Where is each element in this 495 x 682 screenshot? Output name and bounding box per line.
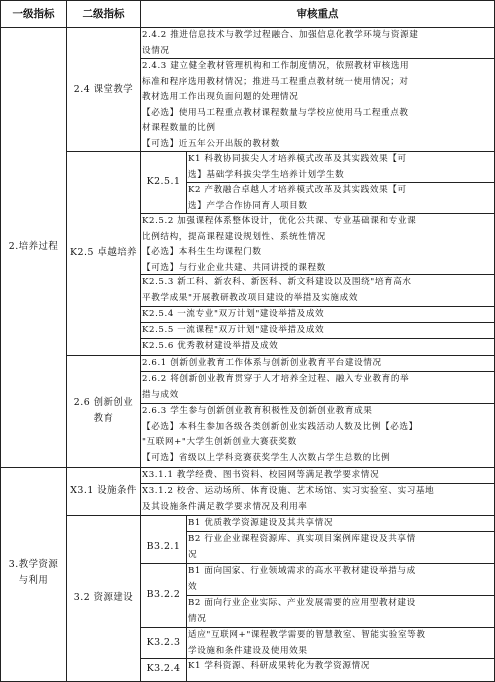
text-line: X3.1.2 校舍、运动场所、体育设施、艺术场馆、实习实验室、实习基地 <box>142 486 435 496</box>
text-line: 适应"互联网+"课程教学需要的智慧教室、智能实验室等教 <box>188 630 426 640</box>
row-x3-1-1: X3.1.1 教学经费、图书资料、校园网等满足教学要求情况 <box>142 470 380 480</box>
row-k2-5-6: K2.5.6 优秀教材建设举措及成效 <box>142 341 279 351</box>
row-k2-5-2 <box>142 214 494 276</box>
text-line: 况 <box>188 549 198 560</box>
level2-resource-building: 3.2 资源建设 <box>73 592 134 603</box>
sub-label-b3-2-1: B3.2.1 <box>146 541 181 552</box>
text-line: K2.5.3 新工科、新农科、新医科、新文科建设以及围绕"培育高水 <box>142 277 412 287</box>
text-line: 措与成效 <box>142 389 179 400</box>
rule-col1 <box>66 0 67 682</box>
text-line: 【可选】省级以上学科竞赛获奖学生人次数占学生总数的比例 <box>142 452 391 463</box>
row-k2-5-4: K2.5.4 一流专业"双万计划"建设举措及成效 <box>142 309 325 319</box>
text-line: B2 面向行业企业实际、产业发展需要的应用型教材建设 <box>188 598 416 608</box>
sub-label-k2-5-1: K2.5.1 <box>146 176 181 187</box>
row-2-6-1: 2.6.1 创新创业教育工作体系与创新创业教育平台建设情况 <box>142 358 382 368</box>
text-line: 教材选用工作出现负面问题的处理情况 <box>142 92 299 102</box>
text-line: "互联网+"大学生创新创业大赛获奖数 <box>142 437 297 447</box>
level1-label-line: 3.教学资源 <box>8 559 59 570</box>
level2-classroom-teaching: 2.4 课堂教学 <box>73 84 134 95</box>
row-b3-2-2-b1 <box>188 564 494 595</box>
text-line: 比例结构，提高课程建设规划性、系统性情况 <box>142 231 326 242</box>
text-line: 选】产学合作协同育人项目数 <box>188 200 308 211</box>
header-level2: 二级指标 <box>82 8 125 20</box>
text-line: K1 科教协同拔尖人才培养模式改革及其实践效果【可 <box>188 154 407 164</box>
row-k3-2-3 <box>188 628 494 659</box>
level1-training-process: 2.培养过程 <box>8 241 59 252</box>
text-line: 及其设施条件满足教学要求情况及利用率 <box>142 501 308 512</box>
text-line: 设情况 <box>142 45 170 56</box>
text-line: 【必选】本科生生均课程门数 <box>142 247 262 257</box>
row-b3-2-1-b1: B1 优质教学资源建设及其共享情况 <box>188 518 334 528</box>
sub-label-b3-2-2: B3.2.2 <box>146 589 181 600</box>
row-k2-5-1-k1 <box>188 152 494 183</box>
row-2-6-2 <box>142 372 494 403</box>
text-line: K2.5.2 加强课程体系整体设计，优化公共课、专业基础课和专业课 <box>142 216 417 226</box>
row-b3-2-1-b2 <box>188 532 494 563</box>
text-line: 情况 <box>188 613 207 624</box>
level2-label-line: 2.6 创新创业 <box>73 397 134 408</box>
text-line: 2.4.2 推进信息技术与教学过程融合、加强信息化教学环境与资源建 <box>142 30 419 40</box>
level1-label-line: 与利用 <box>18 575 49 586</box>
text-line: 平教学成果"开展教研教改项目建设的举措及实施成效 <box>142 292 359 303</box>
text-line: 2.6.3 学生参与创新创业教育积极性及创新创业教育成果 <box>142 406 373 416</box>
text-line: B1 面向国家、行业领域需求的高水平教材建设举措与成 <box>188 566 416 576</box>
sub-label-k3-2-4: K3.2.4 <box>146 663 181 674</box>
level2-excellence-training: K2.5 卓越培养 <box>70 247 137 258</box>
row-2-4-2 <box>142 28 494 59</box>
row-k3-2-4: K1 学科资源、科研成果转化为教学资源情况 <box>188 661 370 671</box>
text-line: 【可选】与行业企业共建、共同讲授的课程数 <box>142 262 326 273</box>
text-line: 【可选】近五年公开出版的教材数 <box>142 138 280 149</box>
text-line: K2 产教融合卓越人才培养模式改革及其实践效果【可 <box>188 185 407 195</box>
sub-label-k3-2-3: K3.2.3 <box>146 637 181 648</box>
header-audit-focus: 审核重点 <box>296 8 339 20</box>
row-2-4-3 <box>142 59 494 152</box>
rule-top <box>0 0 495 1</box>
text-line: 标准和程序选用教材情况；推进马工程重点教材统一使用情况；对 <box>142 76 409 87</box>
level2-facilities: X3.1 设施条件 <box>70 485 137 496</box>
row-k2-5-1-k2 <box>188 183 494 214</box>
text-line: 2.6.2 将创新创业教育贯穿于人才培养全过程、融入专业教育的举 <box>142 374 410 384</box>
level2-innovation-education <box>67 395 140 427</box>
text-line: 2.4.3 建立健全教材管理机构和工作制度情况，依照教材审核选用 <box>142 61 410 71</box>
row-k2-5-3 <box>142 275 494 306</box>
text-line: 材课程数量的比例 <box>142 123 216 133</box>
level1-teaching-resources <box>1 557 66 589</box>
rule <box>186 515 187 682</box>
level2-label-line: 教育 <box>93 413 114 424</box>
rule-col2 <box>140 0 141 682</box>
text-line: B2 行业企业课程资源库、真实项目案例库建设及共享情 <box>188 534 416 544</box>
text-line: 选】基础学科拔尖学生培养计划学生数 <box>188 169 345 180</box>
text-line: 效 <box>188 581 198 592</box>
header-level1: 一级指标 <box>12 8 55 20</box>
text-line: 【必选】使用马工程重点教材课程数量与学校应使用马工程重点教 <box>142 107 409 118</box>
row-2-6-3 <box>142 404 494 466</box>
row-x3-1-2 <box>142 484 494 515</box>
row-k2-5-5: K2.5.5 一流课程"双万计划"建设举措及成效 <box>142 325 325 335</box>
text-line: 【必选】本科生参加各级各类创新创业实践活动人数及比例【必选】 <box>142 421 418 432</box>
text-line: 学设施和条件建设及使用效果 <box>188 645 308 656</box>
row-b3-2-2-b2 <box>188 596 494 627</box>
